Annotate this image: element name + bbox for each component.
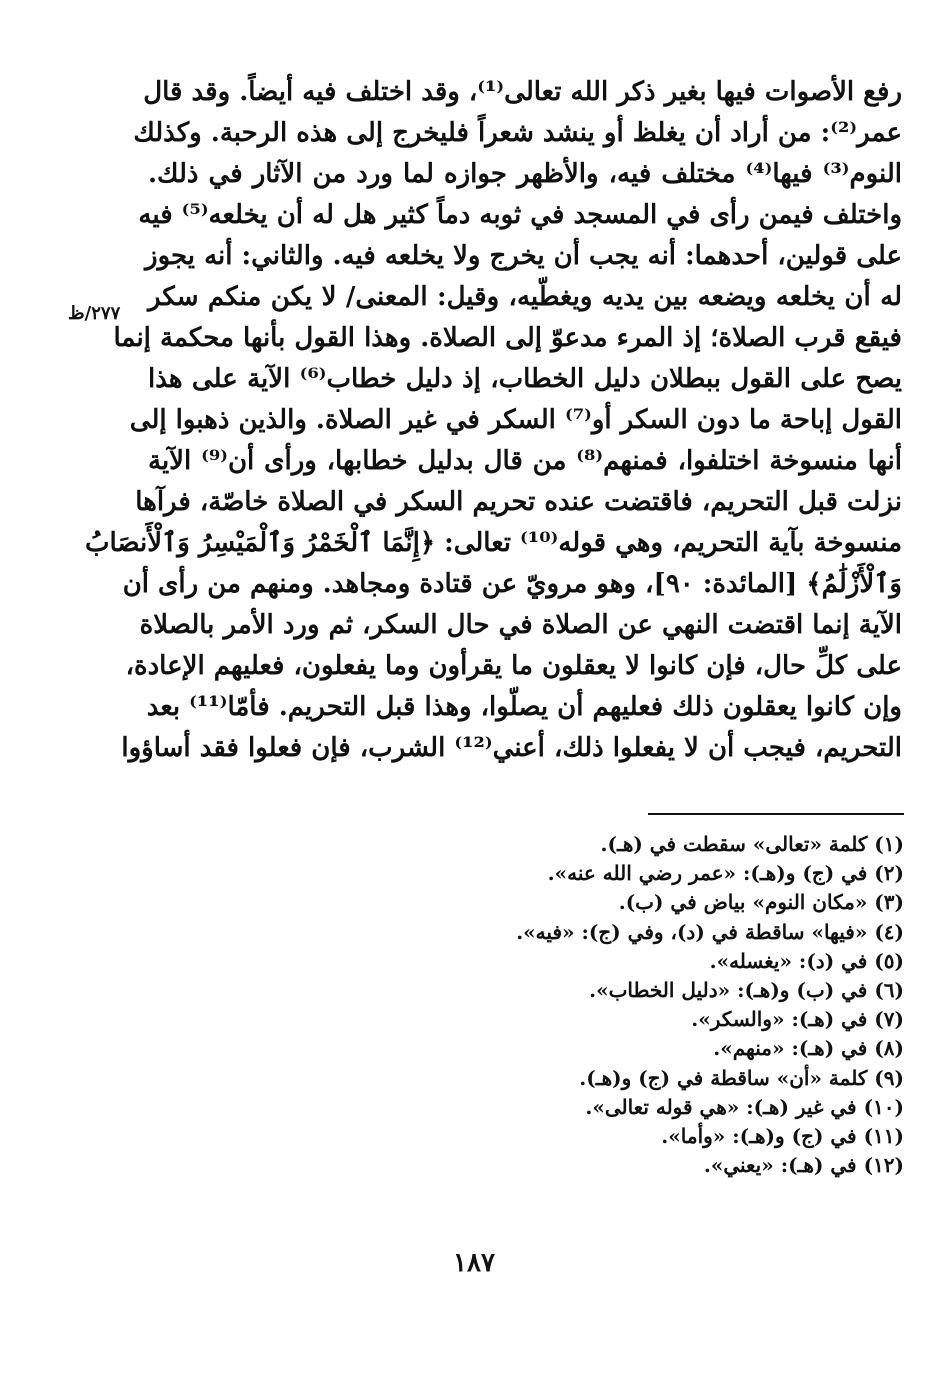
text-line: الآية إنما اقتضت النهي عن الصلاة في حال السكر، ثم ورد الأمر بالصلاة [139, 610, 902, 640]
footnotes [204, 830, 904, 1180]
text-line: التحريم، فيجب أن لا يفعلوا ذلك، أعني⁽¹²⁾ الشرب، فإن فعلوا فقد أساؤوا [121, 733, 902, 763]
text-line: يصح على القول ببطلان دليل الخطاب، إذ دليل خطاب⁽⁶⁾ الآية على هذا [148, 364, 902, 394]
margin-folio-note: ٢٧٧/ظ [68, 303, 121, 324]
footnote: (١١) في (ج) و(هـ): «وأما». [661, 1123, 904, 1148]
text-line: له أن يخلعه ويضعه بين يديه ويغطّيه، وقيل: المعنى/ لا يكن منكم سكر [148, 282, 902, 312]
text-line: منسوخة بآية التحريم، وهي قوله⁽¹⁰⁾ تعالى: ﴿إِنَّمَا ٱلْخَمْرُ وَٱلْمَيْسِرُ وَٱلْأَنصَابُ [85, 528, 902, 558]
text-line: القول إباحة ما دون السكر أو⁽⁷⁾ السكر في غير الصلاة. والذين ذهبوا إلى [129, 405, 902, 435]
text-line: نزلت قبل التحريم، فاقتضت عنده تحريم السكر في الصلاة خاصّة، فرآها [135, 487, 902, 517]
text-line: على قولين، أحدهما: أنه يجب أن يخرج ولا يخلعه فيه. والثاني: أنه يجوز [145, 241, 902, 271]
footnote: (٥) في (د): «يغسله». [709, 948, 904, 973]
footnote: (٧) في (هـ): «والسكر». [691, 1007, 904, 1032]
footnote: (٩) كلمة «أن» ساقطة في (ج) و(هـ). [579, 1065, 904, 1090]
text-line: فيقع قرب الصلاة؛ إذ المرء مدعوّ إلى الصلاة. وهذا القول بأنها محكمة إنما [113, 323, 902, 353]
text-line: واختلف فيمن رأى في المسجد في ثوبه دماً كثير هل له أن يخلعه⁽⁵⁾ فيه [138, 200, 902, 230]
footnote: (٤) «فيها» ساقطة في (د)، وفي (ج): «فيه». [516, 919, 904, 944]
text-line: رفع الأصوات فيها بغير ذكر الله تعالى⁽¹⁾، وقد اختلف فيه أيضاً. وقد قال [143, 77, 902, 107]
text-line: وَٱلْأَزْلَٰمُ﴾ [المائدة: ٩٠]، وهو مرويّ عن قتادة ومجاهد. ومنهم من رأى أن [122, 569, 902, 599]
footnote-divider [648, 813, 904, 815]
footnote: (١٢) في (هـ): «يعني». [703, 1153, 904, 1178]
text-line: النوم⁽³⁾ فيها⁽⁴⁾ مختلف فيه، والأظهر جوازه لما ورد من الآثار في ذلك. [148, 159, 902, 189]
footnote: (٦) في (ب) و(هـ): «دليل الخطاب». [589, 977, 904, 1002]
footnote: (٣) «مكان النوم» بياض في (ب). [618, 890, 904, 915]
footnote: (١) كلمة «تعالى» سقطت في (هـ). [600, 832, 904, 856]
footnote: (٨) في (هـ): «منهم». [713, 1036, 904, 1061]
page-number: ١٨٧ [453, 1248, 495, 1278]
footnote: (١٠) في غير (هـ): «هي قوله تعالى». [585, 1094, 904, 1119]
footnote: (٢) في (ج) و(هـ): «عمر رضي الله عنه». [547, 861, 904, 886]
text-line: وإن كانوا يعقلون ذلك فعليهم أن يصلّوا، وهذا قبل التحريم. فأمّا⁽¹¹⁾ بعد [146, 692, 902, 722]
text-line: على كلِّ حال، فإن كانوا لا يعقلون ما يقرأون وما يفعلون، فعليهم الإعادة، [125, 651, 902, 681]
text-line: أنها منسوخة اختلفوا، فمنهم⁽⁸⁾ من قال بدليل خطابها، ورأى أن⁽⁹⁾ الآية [148, 446, 902, 476]
text-line: عمر⁽²⁾: من أراد أن يغلظ أو ينشد شعراً فليخرج إلى هذه الرحبة. وكذلك [133, 118, 902, 148]
